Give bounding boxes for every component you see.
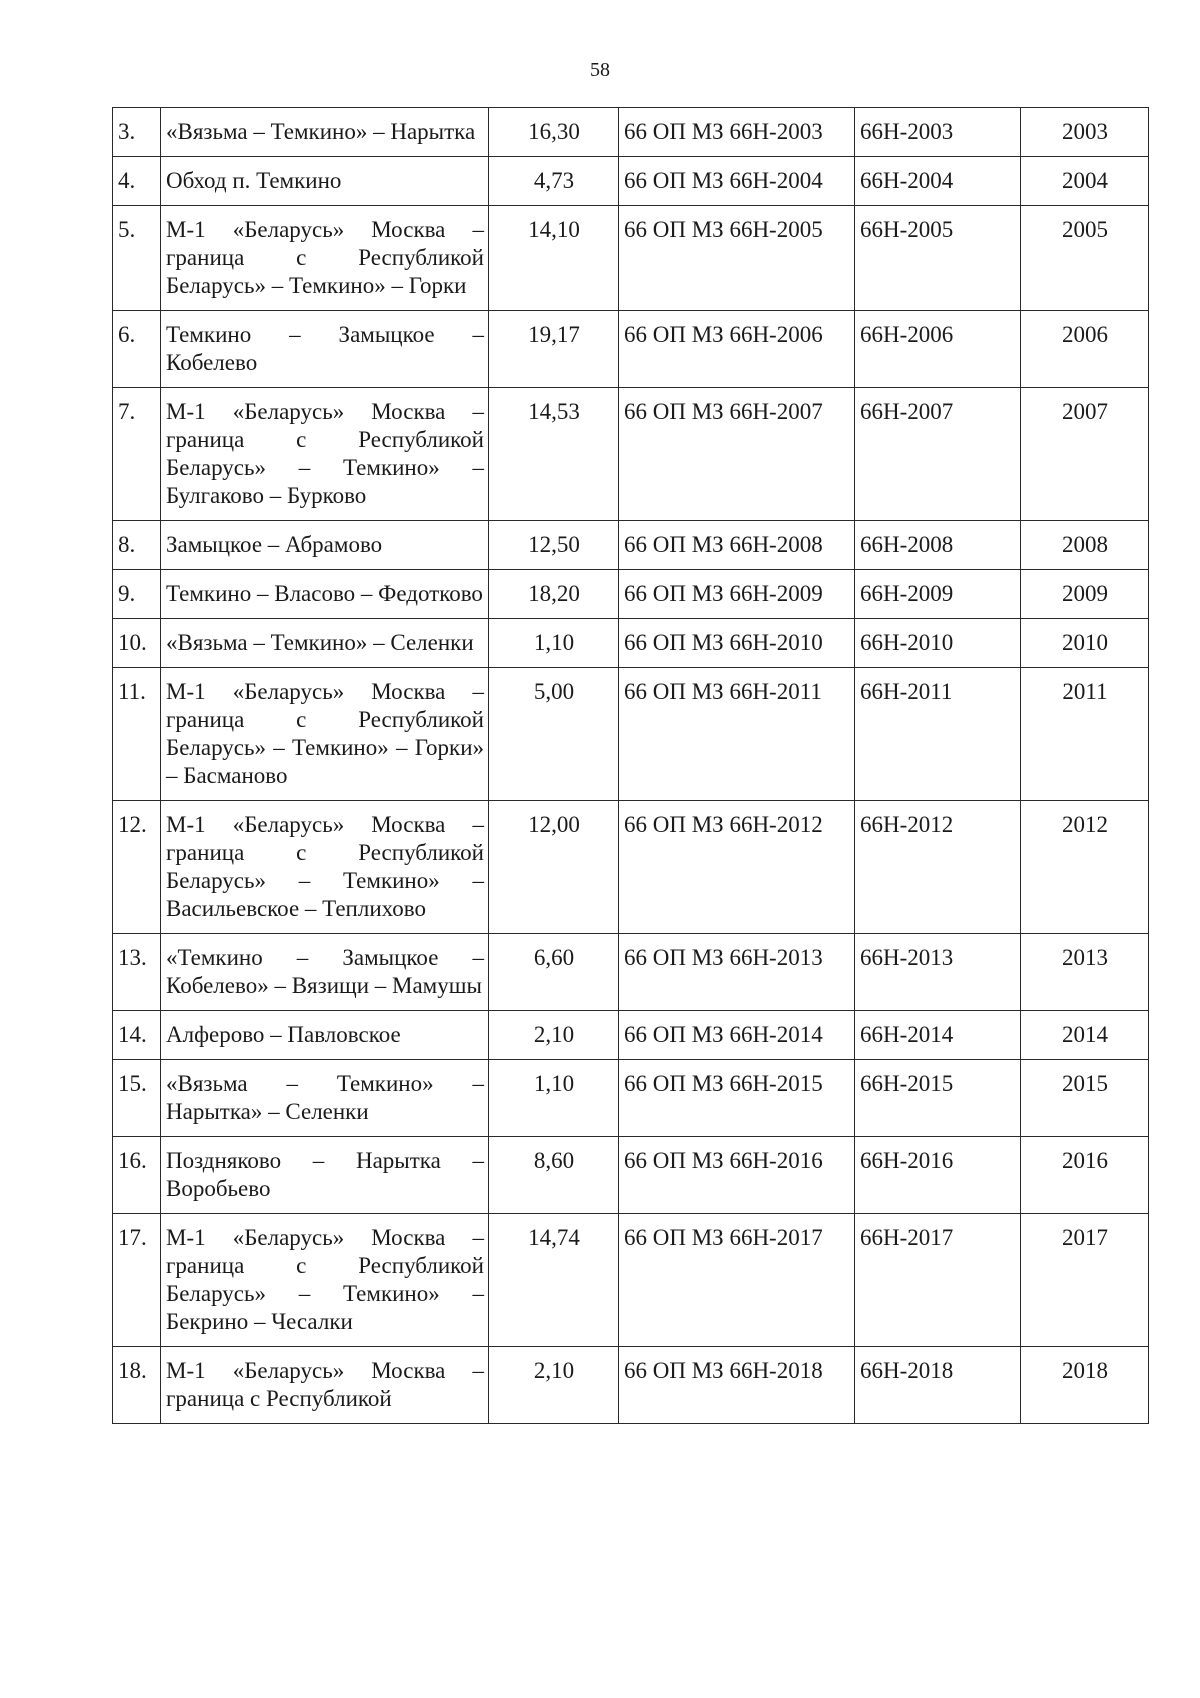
road-year: 2006: [1021, 311, 1149, 388]
road-code: 66 ОП МЗ 66Н-2013: [619, 934, 855, 1011]
road-name: Поздняково – Нарытка – Воробьево: [161, 1137, 489, 1214]
road-length: 1,10: [489, 619, 619, 668]
road-code: 66 ОП МЗ 66Н-2014: [619, 1011, 855, 1060]
row-number: 10.: [113, 619, 161, 668]
road-short-code: 66Н-2010: [855, 619, 1021, 668]
table-row: [113, 521, 1149, 570]
road-short-code: 66Н-2015: [855, 1060, 1021, 1137]
road-code: 66 ОП МЗ 66Н-2016: [619, 1137, 855, 1214]
road-name: Замыцкое – Абрамово: [161, 521, 489, 570]
road-code: 66 ОП МЗ 66Н-2005: [619, 206, 855, 311]
road-length: 19,17: [489, 311, 619, 388]
table-row: [113, 619, 1149, 668]
road-short-code: 66Н-2016: [855, 1137, 1021, 1214]
row-number: 18.: [113, 1347, 161, 1424]
road-year: 2003: [1021, 108, 1149, 157]
road-code: 66 ОП МЗ 66Н-2004: [619, 157, 855, 206]
road-length: 14,10: [489, 206, 619, 311]
road-name: М-1 «Беларусь» Москва – граница с Республикой Беларусь» – Темкино» – Бекрино – Чесалки: [161, 1214, 489, 1347]
road-code: 66 ОП МЗ 66Н-2018: [619, 1347, 855, 1424]
page-number: 58: [590, 59, 610, 81]
road-length: 12,50: [489, 521, 619, 570]
row-number: 12.: [113, 801, 161, 934]
road-code: 66 ОП МЗ 66Н-2003: [619, 108, 855, 157]
road-short-code: 66Н-2018: [855, 1347, 1021, 1424]
road-year: 2013: [1021, 934, 1149, 1011]
road-length: 2,10: [489, 1347, 619, 1424]
row-number: 9.: [113, 570, 161, 619]
road-short-code: 66Н-2008: [855, 521, 1021, 570]
road-year: 2007: [1021, 388, 1149, 521]
road-year: 2011: [1021, 668, 1149, 801]
road-name: М-1 «Беларусь» Москва – граница с Республикой Беларусь» – Темкино» – Горки» – Басманово: [161, 668, 489, 801]
row-number: 14.: [113, 1011, 161, 1060]
road-year: 2010: [1021, 619, 1149, 668]
table-row: [113, 388, 1149, 521]
table-row: [113, 1137, 1149, 1214]
road-code: 66 ОП МЗ 66Н-2008: [619, 521, 855, 570]
road-name: М-1 «Беларусь» Москва – граница с Республикой Беларусь» – Темкино» – Васильевское – Теплихово: [161, 801, 489, 934]
road-year: 2015: [1021, 1060, 1149, 1137]
row-number: 5.: [113, 206, 161, 311]
road-length: 5,00: [489, 668, 619, 801]
road-code: 66 ОП МЗ 66Н-2012: [619, 801, 855, 934]
road-length: 6,60: [489, 934, 619, 1011]
row-number: 6.: [113, 311, 161, 388]
road-short-code: 66Н-2003: [855, 108, 1021, 157]
road-short-code: 66Н-2012: [855, 801, 1021, 934]
table-row: [113, 668, 1149, 801]
road-year: 2008: [1021, 521, 1149, 570]
road-short-code: 66Н-2013: [855, 934, 1021, 1011]
table-row: [113, 570, 1149, 619]
row-number: 16.: [113, 1137, 161, 1214]
road-length: 8,60: [489, 1137, 619, 1214]
road-length: 1,10: [489, 1060, 619, 1137]
road-name: М-1 «Беларусь» Москва – граница с Республикой Беларусь» – Темкино» – Горки: [161, 206, 489, 311]
table-row: [113, 157, 1149, 206]
row-number: 4.: [113, 157, 161, 206]
road-name: «Темкино – Замыцкое – Кобелево» – Вязищи – Мамушы: [161, 934, 489, 1011]
road-code: 66 ОП МЗ 66Н-2006: [619, 311, 855, 388]
row-number: 13.: [113, 934, 161, 1011]
road-name: Алферово – Павловское: [161, 1011, 489, 1060]
road-year: 2017: [1021, 1214, 1149, 1347]
row-number: 15.: [113, 1060, 161, 1137]
table-row: [113, 311, 1149, 388]
road-code: 66 ОП МЗ 66Н-2007: [619, 388, 855, 521]
road-name: М-1 «Беларусь» Москва – граница с Республикой Беларусь» – Темкино» – Булгаково – Бурково: [161, 388, 489, 521]
road-name: Темкино – Замыцкое – Кобелево: [161, 311, 489, 388]
road-name: «Вязьма – Темкино» – Нарытка: [161, 108, 489, 157]
road-year: 2012: [1021, 801, 1149, 934]
road-year: 2016: [1021, 1137, 1149, 1214]
road-year: 2005: [1021, 206, 1149, 311]
table-row: [113, 1214, 1149, 1347]
road-short-code: 66Н-2011: [855, 668, 1021, 801]
road-year: 2009: [1021, 570, 1149, 619]
road-code: 66 ОП МЗ 66Н-2017: [619, 1214, 855, 1347]
table-row: [113, 801, 1149, 934]
road-short-code: 66Н-2004: [855, 157, 1021, 206]
road-length: 14,74: [489, 1214, 619, 1347]
table-row: [113, 108, 1149, 157]
table-row: [113, 1060, 1149, 1137]
road-length: 2,10: [489, 1011, 619, 1060]
roads-table-body: [113, 108, 1149, 1424]
road-code: 66 ОП МЗ 66Н-2011: [619, 668, 855, 801]
road-short-code: 66Н-2014: [855, 1011, 1021, 1060]
table-row: [113, 934, 1149, 1011]
row-number: 7.: [113, 388, 161, 521]
road-length: 12,00: [489, 801, 619, 934]
road-year: 2014: [1021, 1011, 1149, 1060]
row-number: 8.: [113, 521, 161, 570]
row-number: 17.: [113, 1214, 161, 1347]
road-code: 66 ОП МЗ 66Н-2010: [619, 619, 855, 668]
road-short-code: 66Н-2007: [855, 388, 1021, 521]
road-name: «Вязьма – Темкино» – Нарытка» – Селенки: [161, 1060, 489, 1137]
roads-table: [112, 107, 1149, 1424]
road-short-code: 66Н-2009: [855, 570, 1021, 619]
road-short-code: 66Н-2017: [855, 1214, 1021, 1347]
road-year: 2004: [1021, 157, 1149, 206]
road-code: 66 ОП МЗ 66Н-2015: [619, 1060, 855, 1137]
road-name: Темкино – Власово – Федотково: [161, 570, 489, 619]
road-code: 66 ОП МЗ 66Н-2009: [619, 570, 855, 619]
road-name: М-1 «Беларусь» Москва – граница с Республикой: [161, 1347, 489, 1424]
road-short-code: 66Н-2005: [855, 206, 1021, 311]
row-number: 3.: [113, 108, 161, 157]
road-short-code: 66Н-2006: [855, 311, 1021, 388]
row-number: 11.: [113, 668, 161, 801]
table-row: [113, 1011, 1149, 1060]
table-row: [113, 1347, 1149, 1424]
road-year: 2018: [1021, 1347, 1149, 1424]
road-name: «Вязьма – Темкино» – Селенки: [161, 619, 489, 668]
road-length: 4,73: [489, 157, 619, 206]
road-length: 16,30: [489, 108, 619, 157]
road-length: 14,53: [489, 388, 619, 521]
table-row: [113, 206, 1149, 311]
road-length: 18,20: [489, 570, 619, 619]
road-name: Обход п. Темкино: [161, 157, 489, 206]
